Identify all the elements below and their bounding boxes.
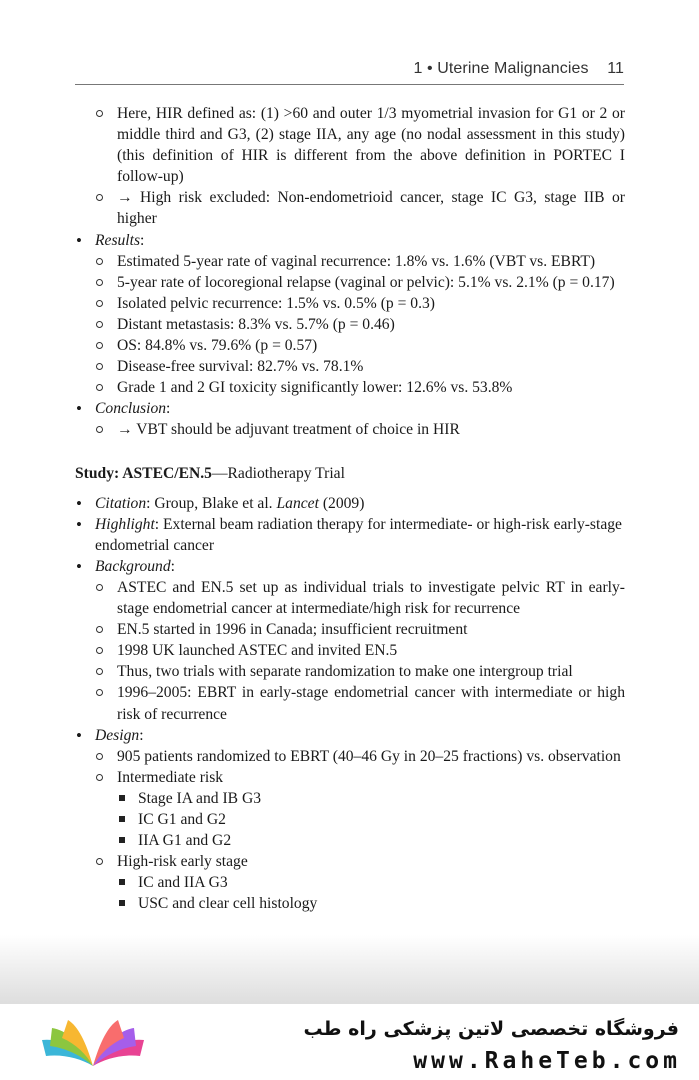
page-number: 11 <box>607 60 624 77</box>
highlight-text: : External beam radiation therapy for intermediate- or high-risk early-stage endometrial cancer <box>95 515 622 554</box>
watermark-banner <box>0 1004 699 1080</box>
intermediate-risk-item <box>75 767 625 851</box>
highlight-bullet <box>75 514 625 556</box>
list-item: Isolated pelvic recurrence: 1.5% vs. 0.5% (p = 0.3) <box>75 293 625 314</box>
list-item: Stage IA and IB G3 <box>75 788 625 809</box>
background-bullet: • Background: ASTEC and EN.5 set up as individual trials to investigate pelvic RT in early-stage endometrial cancer at intermediate/high risk for recurrence EN.5 started in 1996 in Canada; insufficient recruitment 1998 UK launched ASTEC and invited EN.5 Thus, two trials with separate randomization to make one intergroup trial 1996–2005: EBRT in early-stage endometrial cancer with intermediate or high risk of recurrence <box>75 556 625 725</box>
high-risk-label: High-risk early stage <box>117 853 248 871</box>
results-bullet: • Results: Estimated 5-year rate of vaginal recurrence: 1.8% vs. 1.6% (VBT vs. EBRT) 5-year rate of locoregional relapse (vaginal or pelvic): 5.1% vs. 2.1% (p = 0.17) Isolated pelvic recurrence: 1.5% vs. 0.5% (p = 0.3) Distant metastasis: 8.3% vs. 5.7% (p = 0.46) OS: 84.8% vs. 79.6% (p = 0.57) Disease-free survival: 82.7% vs. 78.1% Grade 1 and 2 GI toxicity significantly lower: 12.6% vs. 53.8% <box>75 230 625 399</box>
design-bullet: • Design: 905 patients randomized to EBRT (40–46 Gy in 20–25 fractions) vs. observation Intermediate risk Stage IA and IB G3 IC G1 and G2 IIA G1 and G2 High-risk early stage IC and IIA G3 USC and clear cell histology <box>75 725 625 915</box>
store-name: فروشگاه تخصصی لاتین پزشکی راه طب <box>303 1018 679 1040</box>
study-subtitle: —Radiotherapy Trial <box>211 464 345 482</box>
citation-label: Citation <box>95 494 147 512</box>
list-item: IIA G1 and G2 <box>75 830 625 851</box>
results-label: Results <box>95 231 141 249</box>
study-name: Study: ASTEC/EN.5 <box>75 464 212 482</box>
design-label: Design <box>95 726 140 744</box>
list-item: IC and IIA G3 <box>75 872 625 893</box>
list-item: 1998 UK launched ASTEC and invited EN.5 <box>75 640 625 661</box>
background-label: Background <box>95 557 171 575</box>
list-item: Disease-free survival: 82.7% vs. 78.1% <box>75 356 625 377</box>
highlight-label: Highlight <box>95 515 155 533</box>
list-item: EN.5 started in 1996 in Canada; insufficient recruitment <box>75 619 625 640</box>
list-item: ASTEC and EN.5 set up as individual trials to investigate pelvic RT in early-stage endometrial cancer at intermediate/high risk for recurrence <box>75 577 625 619</box>
high-risk-item <box>75 851 625 914</box>
list-item: IC G1 and G2 <box>75 809 625 830</box>
study-list <box>75 493 625 915</box>
open-book-logo-icon <box>38 1016 148 1072</box>
header-rule <box>75 84 624 85</box>
citation-journal: Lancet <box>276 494 319 512</box>
list-item: → High risk excluded: Non-endometrioid cancer, stage IC G3, stage IIB or higher <box>75 187 625 229</box>
list-item: OS: 84.8% vs. 79.6% (p = 0.57) <box>75 335 625 356</box>
citation-year: (2009) <box>318 494 365 512</box>
list-item: 1996–2005: EBRT in early-stage endometrial cancer with intermediate or high risk of recurrence <box>75 682 625 724</box>
list-item: → VBT should be adjuvant treatment of choice in HIR <box>75 419 625 440</box>
study-heading <box>75 463 625 484</box>
list-item: Estimated 5-year rate of vaginal recurrence: 1.8% vs. 1.6% (VBT vs. EBRT) <box>75 251 625 272</box>
page-body <box>75 103 625 914</box>
chapter-title: Uterine Malignancies <box>437 60 589 77</box>
list-item: Grade 1 and 2 GI toxicity significantly lower: 12.6% vs. 53.8% <box>75 377 625 398</box>
list-item: 5-year rate of locoregional relapse (vaginal or pelvic): 5.1% vs. 2.1% (p = 0.17) <box>75 272 625 293</box>
chapter-number: 1 <box>413 60 423 77</box>
continued-list <box>75 103 625 230</box>
header-separator: • <box>426 60 433 77</box>
store-url: www.RaheTeb.com <box>413 1048 681 1074</box>
intermediate-risk-label: Intermediate risk <box>117 768 224 786</box>
conclusion-label: Conclusion <box>95 400 167 418</box>
list-item: Thus, two trials with separate randomization to make one intergroup trial <box>75 661 625 682</box>
list-item: 905 patients randomized to EBRT (40–46 Gy in 20–25 fractions) vs. observation <box>75 746 625 767</box>
citation-text: : Group, Blake et al. <box>146 494 277 512</box>
citation-bullet <box>75 493 625 514</box>
page-bottom-shadow <box>0 935 699 1005</box>
list-item: Distant metastasis: 8.3% vs. 5.7% (p = 0.46) <box>75 314 625 335</box>
conclusion-bullet: • Conclusion: → VBT should be adjuvant treatment of choice in HIR <box>75 398 625 440</box>
list-item: Here, HIR defined as: (1) >60 and outer 1/3 myometrial invasion for G1 or 2 or middle third and G3, (2) stage IIA, any age (no nodal assessment in this study) (this definition of HIR is different from the above definition in PORTEC I follow-up) <box>75 103 625 187</box>
list-item: USC and clear cell histology <box>75 893 625 914</box>
running-header <box>75 60 624 78</box>
results-list <box>75 230 625 441</box>
